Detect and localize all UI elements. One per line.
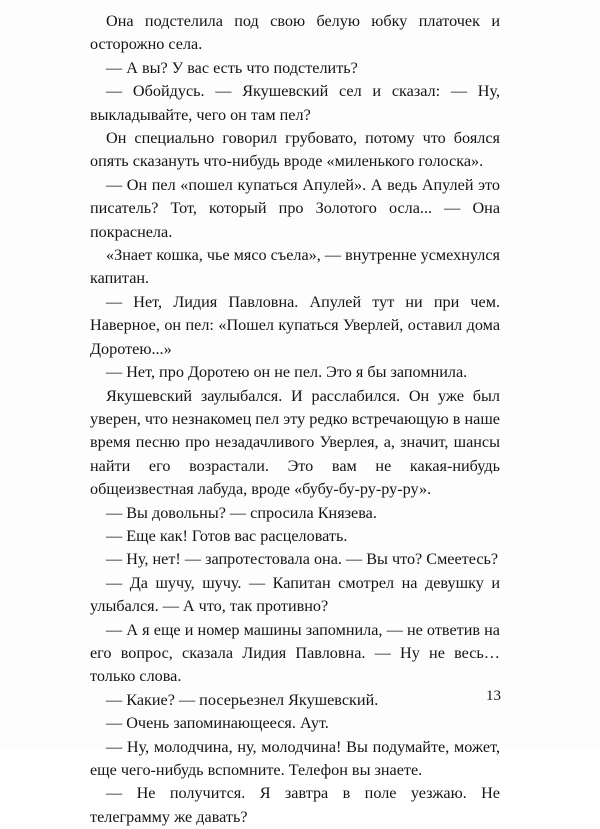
paragraph: — Нет, Лидия Павловна. Апулей тут ни при чем. Наверное, он пел: «Пошел купаться Уверлей, оставил дома Доротею...» <box>90 292 500 358</box>
paragraph: — Обойдусь. — Якушевский сел и сказал: — Ну, выкладывайте, чего он там пел? <box>90 82 500 124</box>
paragraph: — Очень запоминающееся. Аут. <box>106 714 329 733</box>
paragraph: — Он пел «пошел купаться Апулей». А ведь Апулей это писатель? Тот, который про Золотого осла... — Она покраснела. <box>90 175 500 241</box>
paragraph: «Знает кошка, чье мясо съела», — внутренне усмехнулся капитан. <box>90 246 500 288</box>
paragraph: Якушевский заулыбался. И расслабился. Он уже был уверен, что незнакомец пел эту редко встречающую в наше время песню про незадачливого Уверлея, а, значит, шансы найти его возрастали. Это вам не какая-нибудь общеизвестная лабуда, вроде «бубу-бу-ру-ру-ру». <box>90 386 500 499</box>
paragraph: — Не получится. Я завтра в поле уезжаю. Не телеграмму же давать? <box>90 784 500 826</box>
paragraph: — Нет, про Доротею он не пел. Это я бы запомнила. <box>106 363 468 382</box>
paragraph: — Еще как! Готов вас расцеловать. <box>106 526 348 545</box>
paragraph: — Да шучу, шучу. — Капитан смотрел на девушку и улыбался. — А что, так противно? <box>90 573 500 616</box>
page-number: 13 <box>486 688 501 704</box>
paragraph: Он специально говорил грубовато, потому что боялся опять сказануть что-нибудь вроде «миленького голоска». <box>90 129 500 171</box>
paragraph: — Ну, нет! — запротестовала она. — Вы что? Смеетесь? <box>106 550 499 569</box>
paragraph: — Вы довольны? — спросила Князева. <box>106 503 377 522</box>
paragraph: Она подстелила под свою белую юбку платочек и осторожно села. <box>90 12 500 54</box>
paragraph: — А я еще и номер машины запомнила, — не ответив на его вопрос, сказала Лидия Павловна. — Ну не весь… только слова. <box>90 620 500 686</box>
paragraph: — Ну, молодчина, ну, молодчина! Вы подумайте, может, еще чего-нибудь вспомните. Телефон вы знаете. <box>90 737 500 779</box>
paragraph: — Какие? — посерьезнел Якушевский. <box>106 690 379 709</box>
paragraph: — А вы? У вас есть что подстелить? <box>106 58 358 77</box>
body-text <box>90 10 500 829</box>
